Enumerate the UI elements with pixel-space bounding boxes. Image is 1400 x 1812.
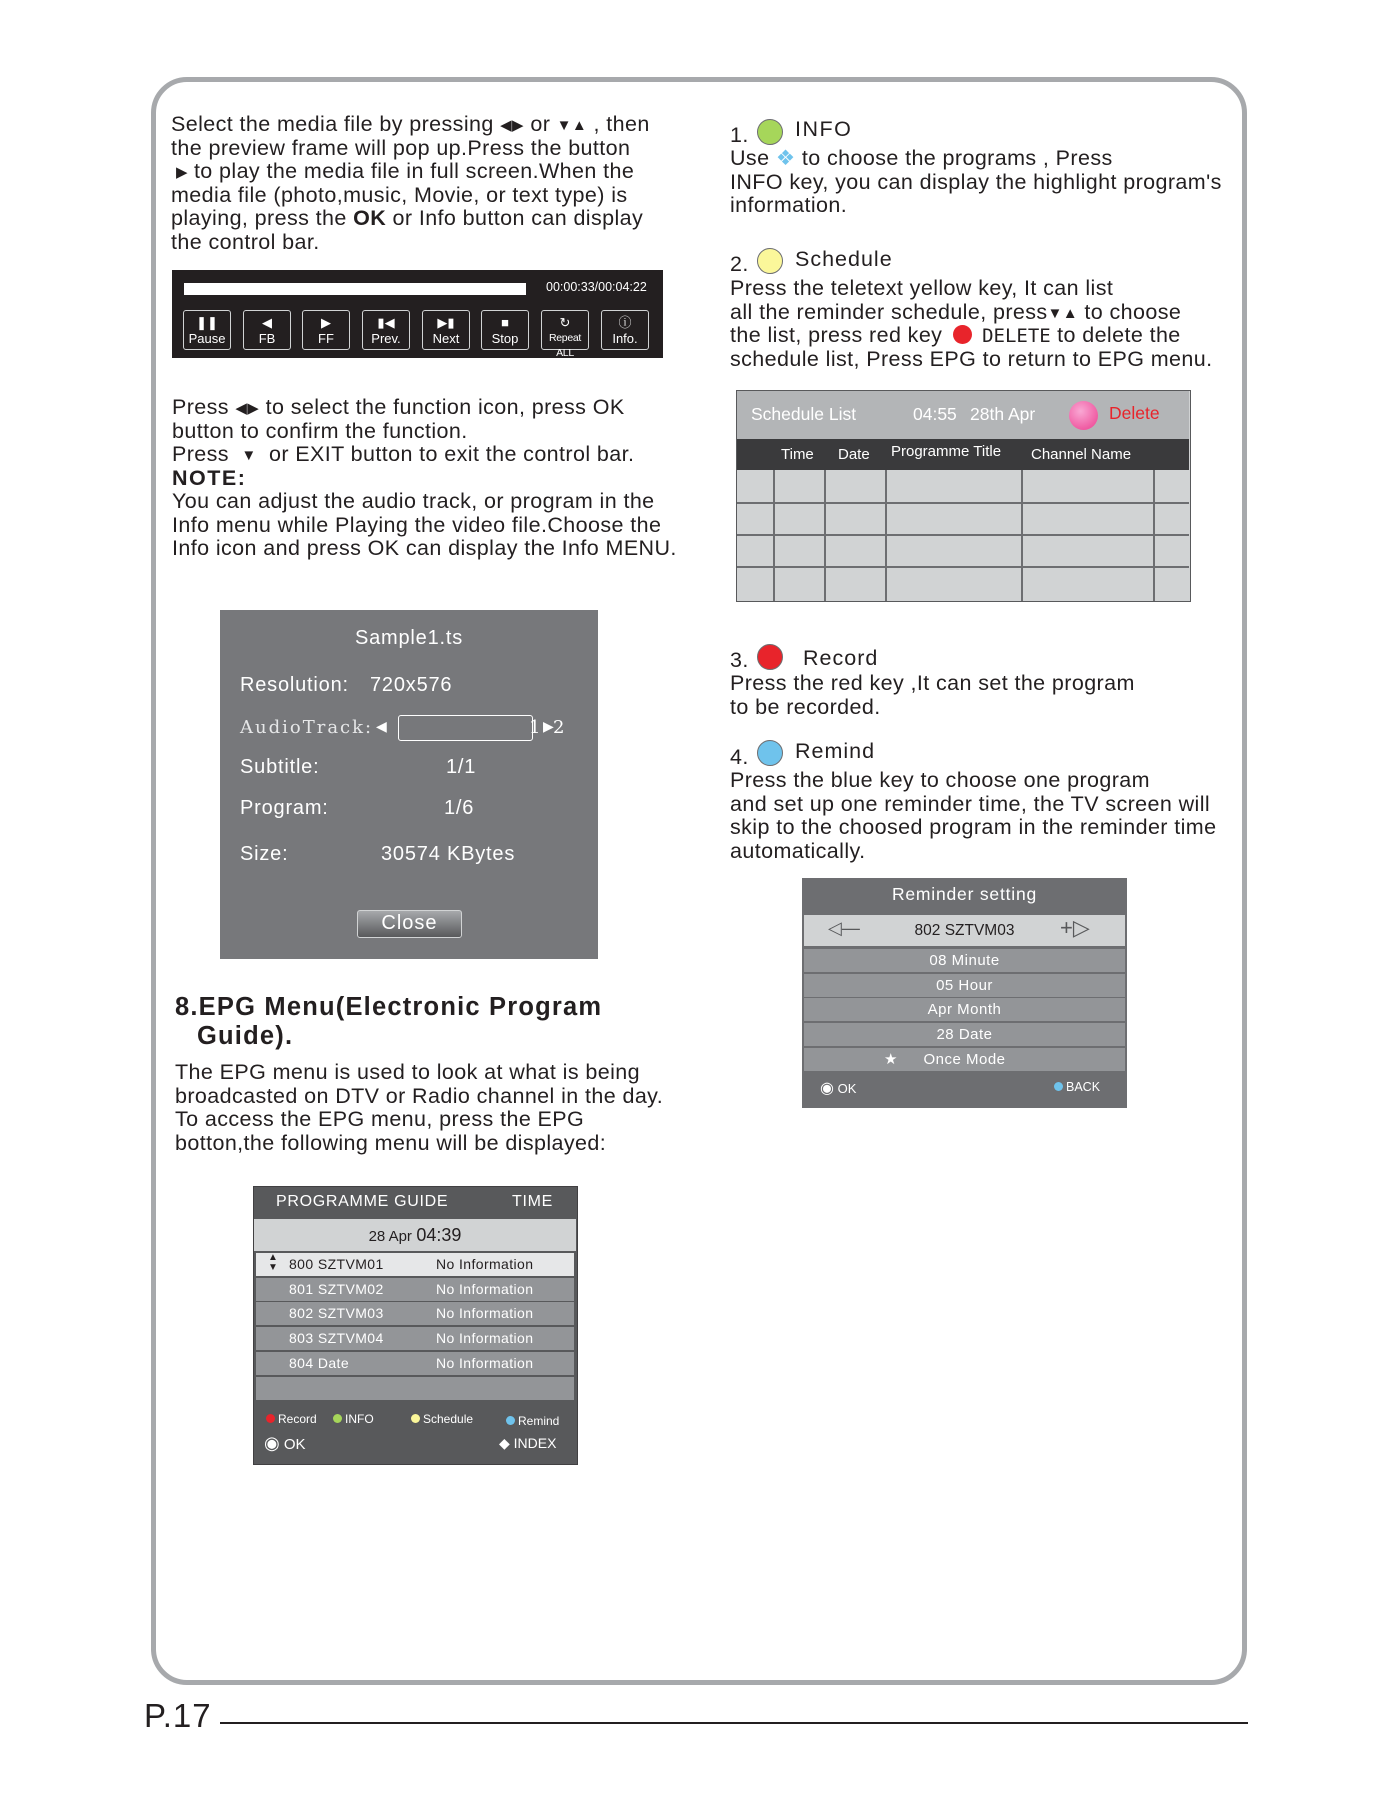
info-icon: ⓘ [618,315,632,330]
fast-backward-button[interactable]: ◀ FB [243,310,291,350]
pg-legend-schedule: Schedule [411,1412,473,1426]
pg-legend-ok: ◉ OK [264,1433,306,1453]
pg-datetime: 28 Apr 04:39 [254,1219,576,1251]
audiotrack-current: 1 [529,717,542,738]
grid-line [737,534,1189,536]
reminder-ok: ◉ OK [820,1080,857,1097]
pg-legend-record: Record [266,1412,317,1426]
reminder-title: Reminder setting [891,884,1038,904]
media-control-bar [172,270,663,358]
blue-dot-icon [506,1416,515,1425]
blue-key-icon [757,740,783,766]
repeat-all-button[interactable]: ↻ Repeat ALL [541,310,589,350]
remind-number: 4. [730,745,749,769]
previous-button[interactable]: ▮◀ Prev. [362,310,410,350]
progress-bar [184,283,526,295]
ok-circle-icon: ◉ [820,1080,834,1097]
reminder-minute[interactable]: 08 Minute [804,949,1125,972]
down-up-arrows-icon: ▼▲ [556,117,588,134]
pg-title: PROGRAMME GUIDE [276,1193,449,1210]
reminder-mode[interactable]: ★ Once Mode [804,1048,1125,1071]
down-arrow-icon: ▼ [241,447,257,464]
reminder-hour[interactable]: 05 Hour [804,974,1125,997]
remind-title: Remind [795,739,876,763]
audiotrack-right-arrow-icon[interactable]: ▶ [543,718,554,734]
green-key-icon [757,119,783,145]
fast-forward-button[interactable]: ▶ FF [302,310,350,350]
size-label: Size: [240,843,289,865]
close-button[interactable]: Close [357,910,462,938]
grid-line [1153,470,1155,601]
grid-line [824,470,826,601]
direction-pad-icon: ❖ [775,146,796,170]
playback-time: 00:00:33/00:04:22 [546,280,647,294]
grid-line [737,502,1189,504]
reminder-back: BACK [1054,1080,1100,1094]
intro-text: Select the media file by pressing ◀▶ or ▼▲ , then the preview frame will pop up.Press the button ▶ to play the media file in full screen.When the media file (photo,music, Movie, or text type) is playing, press the OK or Info button can display the control bar. [171,112,650,254]
pg-time-label: TIME [512,1193,554,1210]
reminder-setting [802,878,1127,1108]
star-icon: ★ [884,1051,898,1068]
subtitle-label: Subtitle: [240,756,320,778]
record-number: 3. [730,648,749,672]
schedule-text: Press the teletext yellow key, It can list all the reminder schedule, press▼▲ to choose the list, press red key DELETE to delete the schedule list, Press EPG to return to EPG menu. [730,276,1213,371]
pg-row[interactable]: 802 SZTVM03 No Information [256,1302,574,1325]
pg-legend-index: ◆ INDEX [499,1435,557,1451]
forward-icon: ▶ [321,315,331,330]
size-value: 30574 KBytes [381,843,516,865]
red-dot-icon [266,1414,275,1423]
ok-circle-icon: ◉ [264,1433,280,1453]
remind-text: Press the blue key to choose one program and set up one reminder time, the TV screen will skip to the choosed program in the reminder time automatically. [730,768,1217,863]
play-arrow-icon: ▶ [176,164,188,181]
yellow-dot-icon [411,1414,420,1423]
repeat-icon: ↻ [559,315,571,330]
grid-line [773,470,775,601]
skip-back-icon: ▮◀ [377,315,395,330]
program-value: 1/6 [444,797,475,819]
programme-guide [253,1186,578,1465]
audiotrack-selector[interactable] [398,715,533,741]
reminder-channel-row[interactable]: ◁— 802 SZTVM03 +▷ [804,915,1125,946]
diamond-icon: ◆ [499,1435,510,1451]
grid-line [737,566,1189,568]
pg-legend-info: INFO [333,1412,374,1426]
audiotrack-total: 2 [553,717,566,738]
schedule-title: Schedule [795,247,893,271]
info-panel [220,610,598,959]
footer-rule [220,1722,1248,1724]
reminder-date[interactable]: 28 Date [804,1023,1125,1046]
pause-icon: ❚❚ [196,315,218,330]
delete-label[interactable]: Delete [1109,403,1160,423]
blue-dot-icon [1054,1082,1063,1091]
info-title: INFO [795,117,853,141]
pg-row[interactable]: 804 Date No Information [256,1352,574,1375]
info-title: Sample1.ts [354,627,464,649]
audiotrack-label: AudioTrack: [240,717,374,738]
yellow-key-icon [757,248,783,274]
audiotrack-left-arrow-icon[interactable]: ◀ [376,718,387,734]
schedule-list [736,390,1191,602]
info-text: Use ❖ to choose the programs , Press INFO key, you can display the highlight program's information. [730,146,1222,217]
pg-row[interactable]: 801 SZTVM02 No Information [256,1278,574,1301]
pg-row[interactable]: ▲ ▼ 800 SZTVM01 No Information [256,1253,574,1276]
plus-right-arrow-icon[interactable]: +▷ [1060,915,1090,940]
down-up-arrows-icon: ▼▲ [1047,304,1079,322]
left-right-arrows-icon: ◀▶ [500,117,524,134]
updown-icon: ▲ ▼ [268,1252,279,1273]
resolution-label: Resolution: [240,674,349,696]
pink-key-icon [1069,401,1098,430]
record-text: Press the red key ,It can set the program to be recorded. [730,671,1135,719]
resolution-value: 720x576 [370,674,453,696]
subtitle-value: 1/1 [446,756,477,778]
skip-next-icon: ▶▮ [437,315,455,330]
green-dot-icon [333,1414,342,1423]
schedule-number: 2. [730,252,749,276]
pg-legend-remind: Remind [506,1414,559,1428]
info-button[interactable]: ⓘ Info. [601,310,649,350]
page-number: P.17 [144,1697,212,1734]
epg-description: The EPG menu is used to look at what is being broadcasted on DTV or Radio channel in the day. To access the EPG menu, press the EPG botton,the following menu will be displayed: [175,1060,664,1155]
stop-button[interactable]: ■ Stop [481,310,529,350]
reminder-month[interactable]: Apr Month [804,998,1125,1021]
info-number: 1. [730,123,749,147]
program-label: Program: [240,797,329,819]
pg-row[interactable]: 803 SZTVM04 No Information [256,1327,574,1350]
grid-line [1021,470,1023,601]
left-arrow-icon[interactable]: ◁— [828,918,860,938]
epg-heading: 8.EPG Menu(Electronic Program Guide). [175,993,603,1050]
grid-line [885,470,887,601]
rewind-icon: ◀ [262,315,272,330]
press-instructions: Press ◀▶ to select the function icon, press OK button to confirm the function. Press ▼ or EXIT button to exit the control bar. NOTE: You can adjust the audio track, or program in the Info menu while Playing the video file.Choose the Info icon and press OK can display the Info MENU. [172,395,677,560]
red-key-icon [757,644,783,670]
record-title: Record [803,646,879,670]
pause-button[interactable]: ❚❚ Pause [183,310,231,350]
stop-icon: ■ [501,315,509,330]
next-button[interactable]: ▶▮ Next [422,310,470,350]
pg-row-empty [256,1377,574,1400]
red-key-icon [953,325,972,344]
schedule-columns: Time Date Programme Title Channel Name [737,439,1189,470]
schedule-list-header: Schedule List 04:55 28th Apr Delete [737,391,1189,439]
left-right-arrows-icon: ◀▶ [235,400,260,417]
